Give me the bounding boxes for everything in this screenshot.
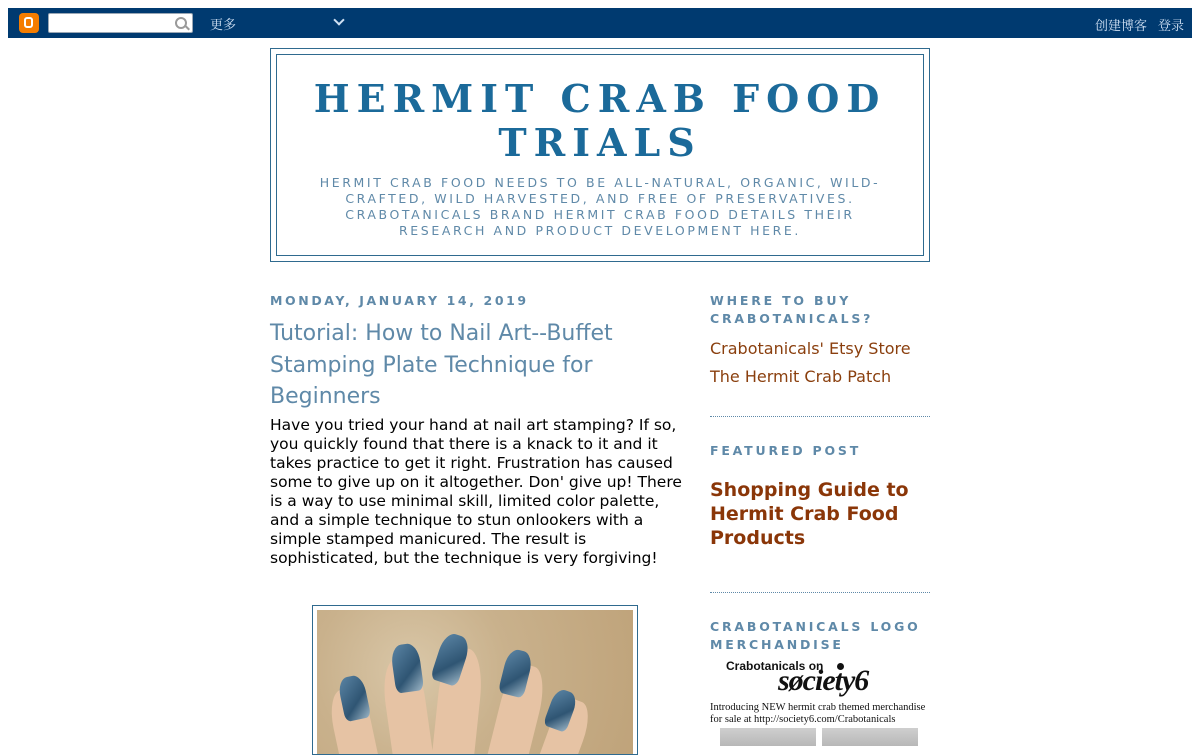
where-to-buy-heading: WHERE TO BUY CRABOTANICALS?	[710, 293, 874, 326]
sidebar-divider	[710, 592, 930, 593]
search-input[interactable]	[48, 13, 193, 33]
society6-banner[interactable]	[710, 656, 930, 746]
post-body: Have you tried your hand at nail art stamping? If so, you quickly found that there is a knack to it and it takes practice to get it right. Frustration has caused some to give up on it altogether. Don' give up! There is a way to use minimal skill, limited color palette, and a simple technique to stun onlookers with a simple stamped manicured. The result is sophisticated, but the technique is very forgiving!	[270, 416, 682, 567]
blog-header	[270, 48, 930, 262]
merch-heading: CRABOTANICALS LOGO MERCHANDISE	[710, 619, 921, 652]
merch-thumbnail	[720, 728, 816, 746]
blog-title[interactable]: HERMIT CRAB FOOD TRIALS	[313, 76, 887, 165]
sidebar-divider	[710, 416, 930, 417]
post-date: MONDAY, JANUARY 14, 2019	[270, 293, 529, 308]
post-image[interactable]	[312, 605, 638, 755]
blogger-logo-icon[interactable]	[19, 13, 39, 33]
create-blog-link[interactable]: 创建博客	[1095, 19, 1148, 34]
header-inner-frame	[276, 54, 924, 256]
login-link[interactable]: 登录	[1158, 19, 1185, 34]
blog-description: HERMIT CRAB FOOD NEEDS TO BE ALL-NATURAL, ORGANIC, WILD-CRAFTED, WILD HARVESTED, AND FREE OF PRESERVATIVES. CRABOTANICALS BRAND HERMIT CRAB FOOD DETAILS THEIR RESEARCH AND PRODUCT DEVELOPMENT HERE.	[319, 175, 881, 238]
blogger-navbar	[8, 8, 1192, 38]
search-icon[interactable]	[175, 17, 187, 29]
society6-logo: søciety6	[778, 664, 869, 697]
chevron-down-icon[interactable]	[333, 14, 344, 25]
nail-shape	[390, 642, 424, 693]
post-title[interactable]: Tutorial: How to Nail Art--Buffet Stamping Plate Technique for Beginners	[270, 321, 613, 409]
hermit-crab-patch-link[interactable]: The Hermit Crab Patch	[710, 367, 892, 386]
society6-banner-text: Introducing NEW hermit crab themed merchandise for sale at http://society6.com/Crabotanicals	[710, 702, 926, 725]
featured-post-link[interactable]: Shopping Guide to Hermit Crab Food Products	[710, 479, 909, 549]
etsy-store-link[interactable]: Crabotanicals' Etsy Store	[710, 339, 911, 358]
merch-thumbnail	[822, 728, 918, 746]
featured-post-heading: FEATURED POST	[710, 443, 862, 458]
nail-art-photo	[317, 610, 633, 755]
society6-banner-caption: Crabotanicals on	[726, 659, 824, 673]
more-menu-button[interactable]: 更多	[210, 18, 237, 33]
